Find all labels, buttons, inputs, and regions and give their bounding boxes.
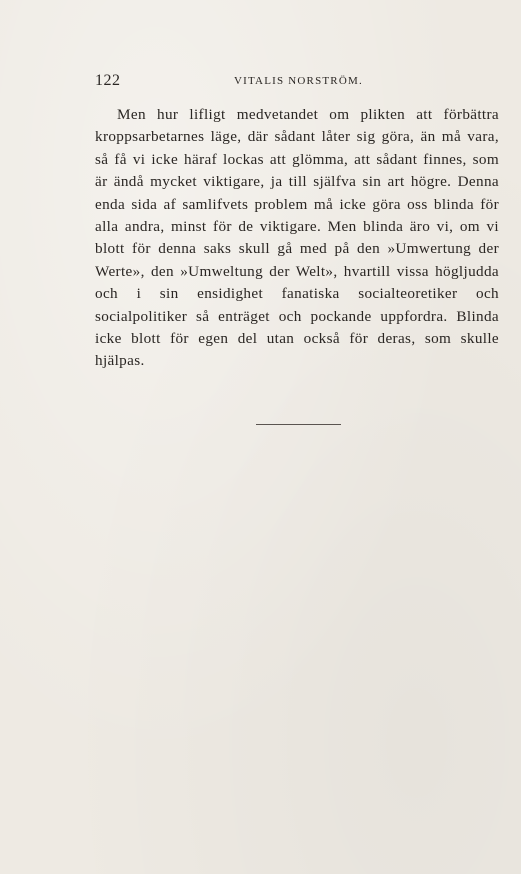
page-number: 122 [95,72,121,89]
body-paragraph: Men hur lifligt medvetandet om plikten att förbättra kroppsarbetarnes läge, där sådant låter sig göra, än må vara, så få vi icke häraf lockas att glömma, att sådant finnes, som är ändå mycket viktigare, ja till själfva sin art högre. Denna enda sida af samlifvets problem må icke göra oss blinda för alla andra, minst för de viktigare. Men blinda äro vi, om vi blott för denna saks skull gå med på den »Umwertung der Werte», den »Umweltung der Welt», hvartill vissa högljudda och i sin ensidighet fanatiska socialteoretiker och socialpolitiker så enträget och pockande uppfordra. Blinda icke blott för egen del utan också för deras, som skulle hjälpas. [95,106,499,370]
running-title: VITALIS NORSTRÖM. [234,75,363,87]
section-divider [256,424,341,425]
running-head [95,72,500,92]
